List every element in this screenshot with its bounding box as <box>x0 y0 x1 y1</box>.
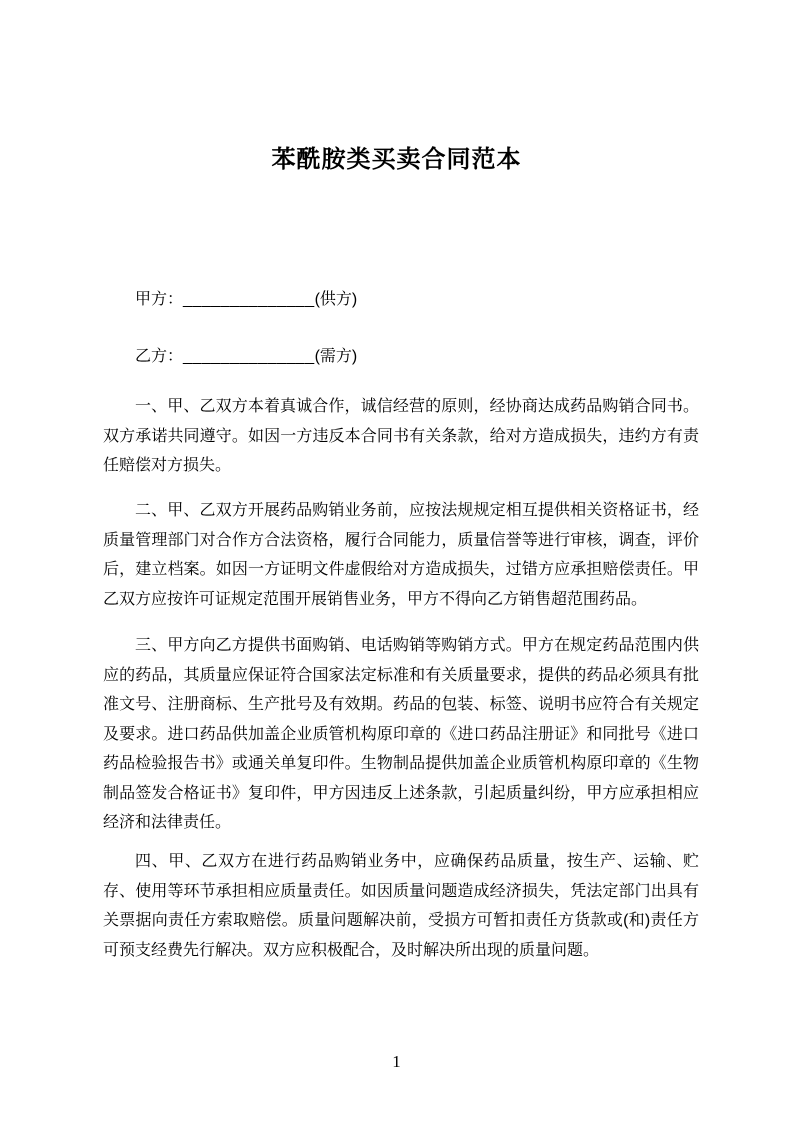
party-a-blank: ______________ <box>183 291 315 308</box>
document-title: 苯酰胺类买卖合同范本 <box>271 146 522 173</box>
party-a-role: (供方) <box>314 291 358 308</box>
clause-2-paragraph: 二、甲、乙双方开展药品购销业务前，应按法规规定相互提供相关资格证书，经质量管理部门对合作方合法资格，履行合同能力，质量信誉等进行审核，调查，评价后，建立档案。如因一方证明文件虚假给对方造成损失，过错方应承担赔偿责任。甲乙双方应按许可证规定范围开展销售业务，甲方不得向乙方销售超范围药品。 <box>103 502 699 608</box>
page-number: 1 <box>392 1052 401 1071</box>
party-a-label: 甲方： <box>135 291 184 308</box>
clause-1-paragraph: 一、甲、乙双方本着真诚合作，诚信经营的原则，经协商达成药品购销合同书。双方承诺共同遵守。如因一方违反本合同书有关条款，给对方造成损失，违约方有责任赔偿对方损失。 <box>103 398 699 474</box>
party-a-line <box>135 290 357 310</box>
party-b-line <box>135 347 357 367</box>
clause-3-paragraph: 三、甲方向乙方提供书面购销、电话购销等购销方式。甲方在规定药品范围内供应的药品，其质量应保证符合国家法定标准和有关质量要求，提供的药品必须具有批准文号、注册商标、生产批号及有效期。药品的包装、标签、说明书应符合有关规定及要求。进口药品供加盖企业质管机构原印章的《进口药品注册证》和同批号《进口药品检验报告书》或通关单复印件。生物制品提供加盖企业质管机构原印章的《生物制品签发合格证书》复印件，甲方因违反上述条款，引起质量纠纷，甲方应承担相应经济和法律责任。 <box>103 637 699 831</box>
party-b-role: (需方) <box>314 348 358 365</box>
party-b-blank: ______________ <box>183 348 315 365</box>
clause-4-paragraph: 四、甲、乙双方在进行药品购销业务中，应确保药品质量，按生产、运输、贮存、使用等环节承担相应质量责任。如因质量问题造成经济损失，凭法定部门出具有关票据向责任方索取赔偿。质量问题解决前，受损方可暂扣责任方货款或(和)责任方可预支经费先行解决。双方应积极配合，及时解决所出现的质量问题。 <box>103 853 699 959</box>
party-b-label: 乙方： <box>135 348 184 365</box>
